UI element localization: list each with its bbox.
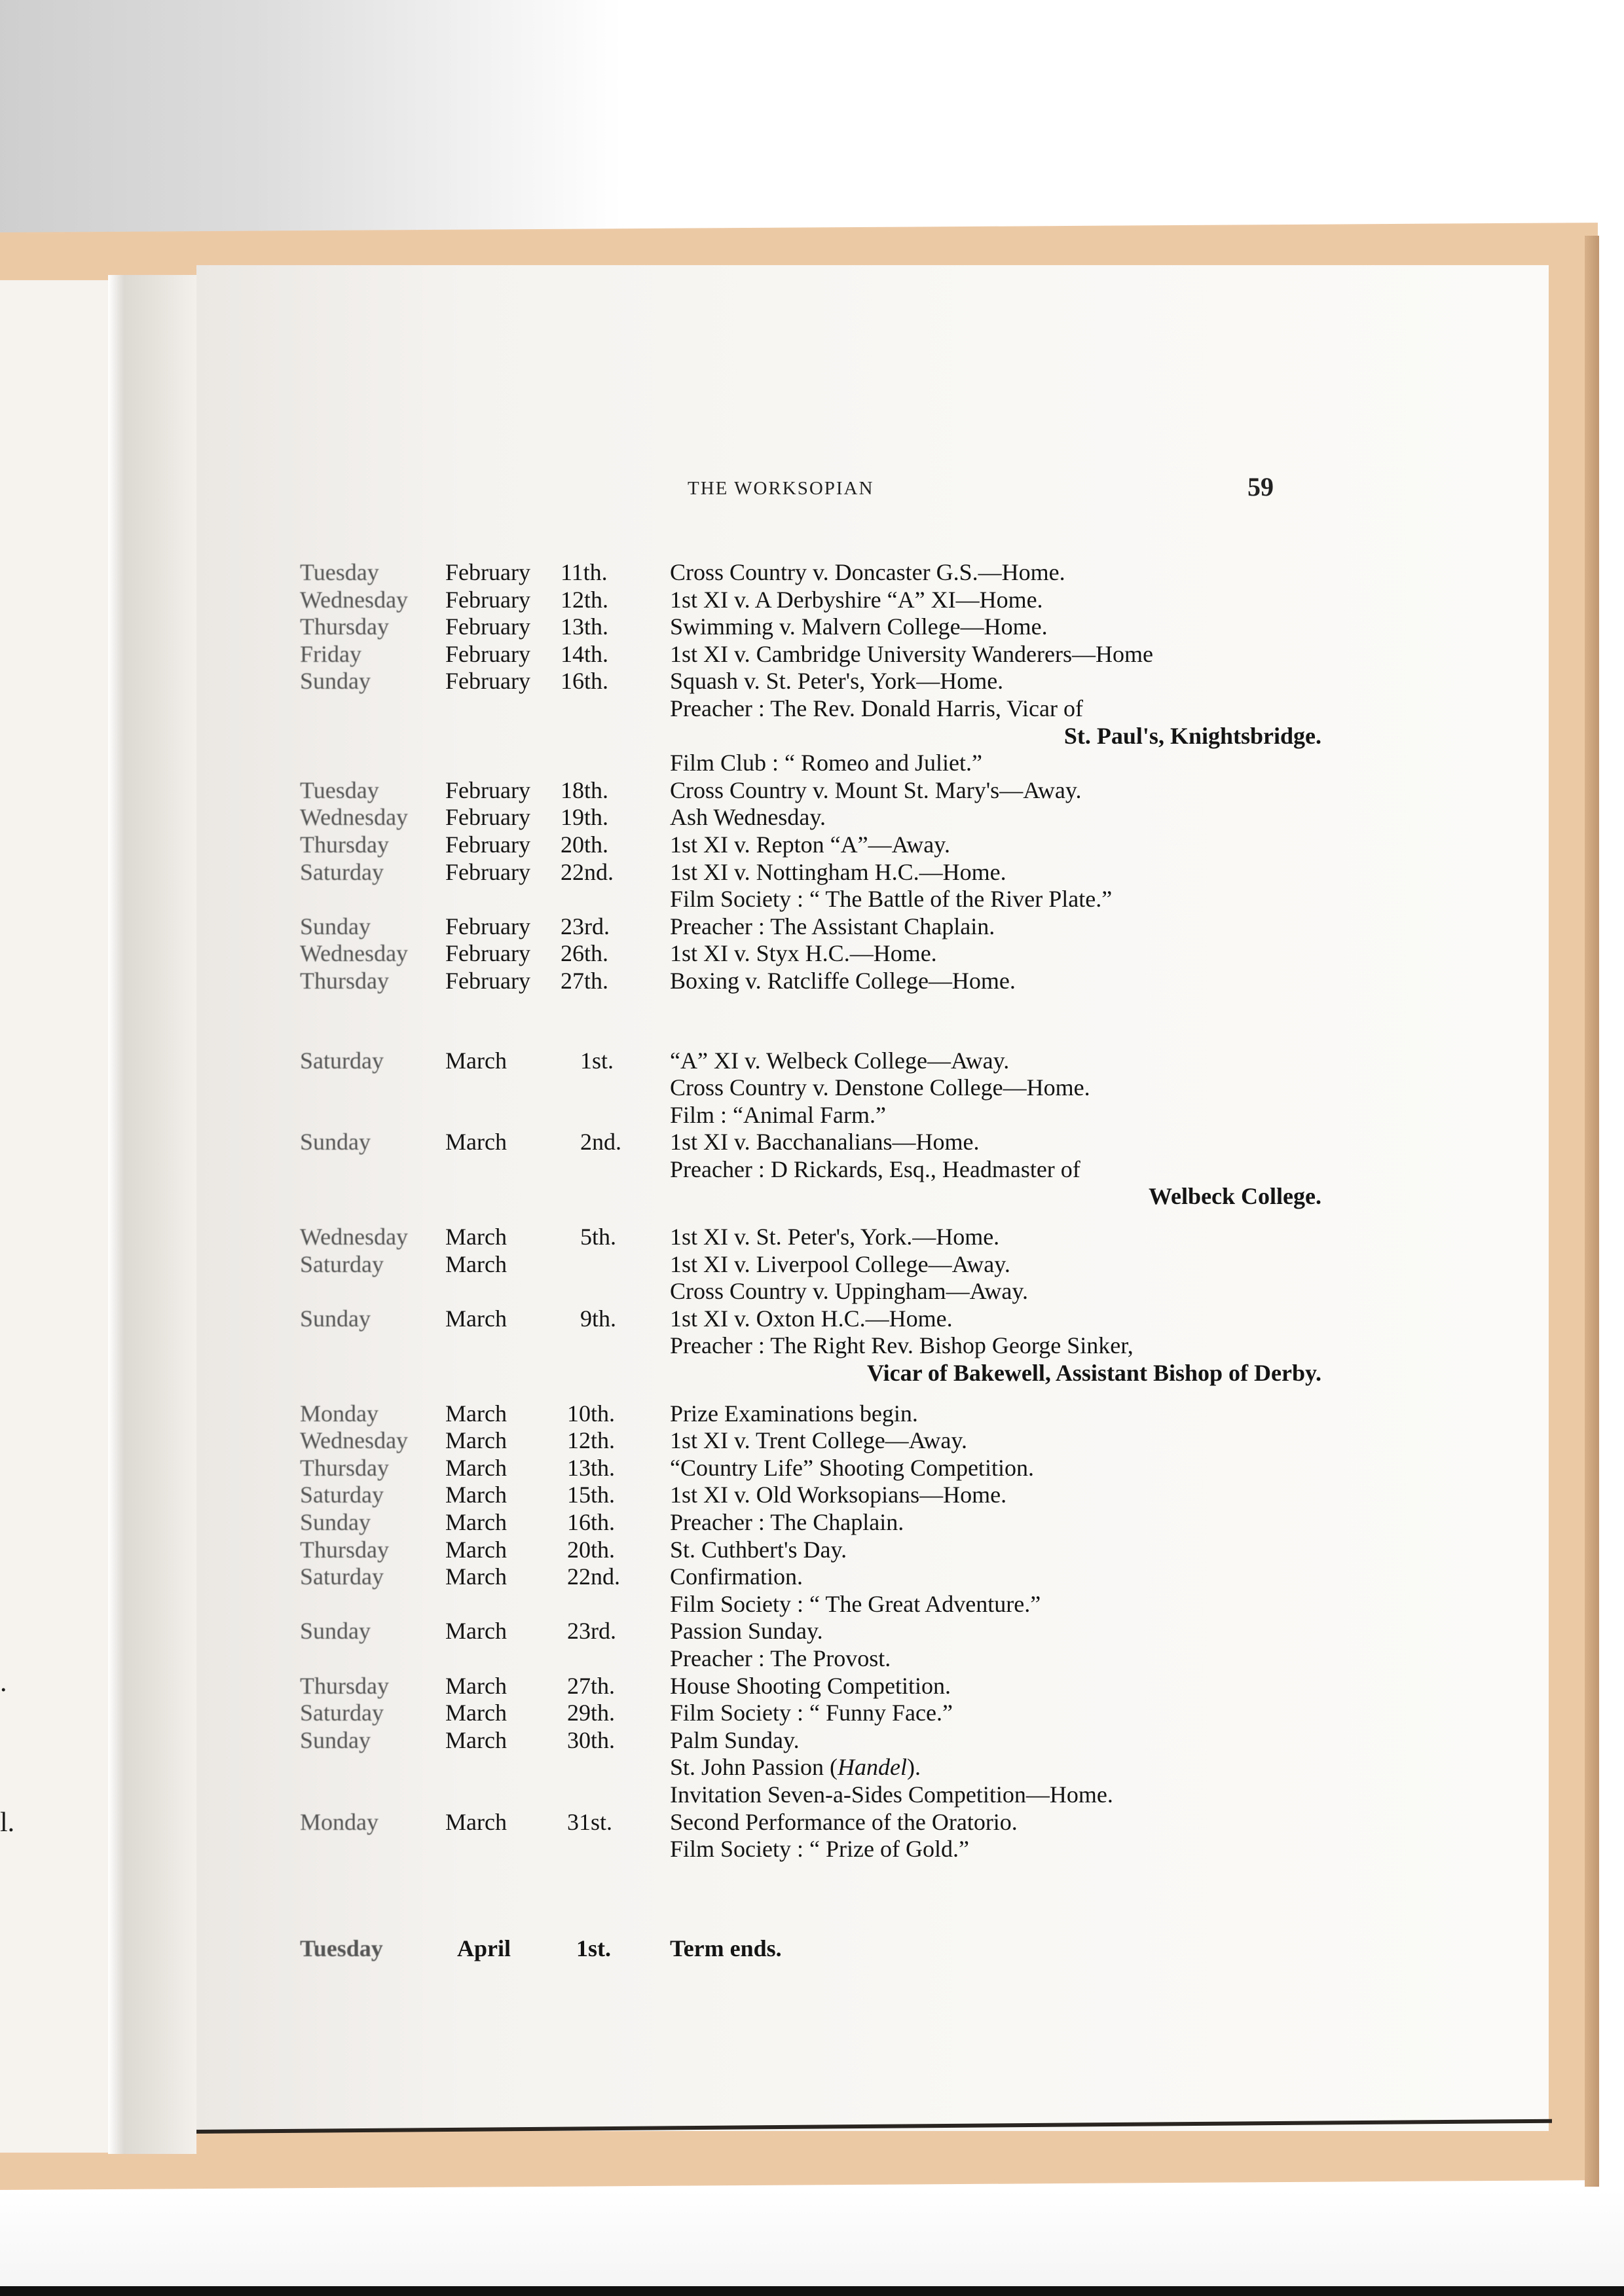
entry-day: Sunday	[300, 913, 371, 939]
entry-event: Passion Sunday.	[670, 1618, 823, 1645]
entry-event: “A” XI v. Welbeck College—Away.	[670, 1047, 1010, 1074]
entry-day: Thursday	[300, 1536, 389, 1563]
entry-date: 11th.	[561, 559, 608, 585]
entry-event: Cross Country v. Mount St. Mary's—Away.	[670, 776, 1082, 803]
entry-event: 1st XI v. Old Worksopians—Home.	[670, 1482, 1007, 1508]
entry-continuation	[300, 1754, 1321, 1781]
entry-day: Sunday	[300, 1305, 371, 1332]
entry-day: Friday	[300, 640, 361, 667]
entry-date: 13th.	[567, 1454, 616, 1481]
entry-event: Welbeck College.	[1149, 1183, 1321, 1210]
entry-month: March	[445, 1427, 507, 1454]
schedule-entry	[300, 668, 1321, 695]
entry-continuation	[300, 1102, 1321, 1129]
entry-event: 1st XI v. Styx H.C.—Home.	[670, 940, 937, 967]
entry-date: 20th.	[561, 831, 609, 858]
entry-day: Wednesday	[300, 586, 409, 613]
entry-date: 13th.	[561, 613, 609, 640]
schedule-entry	[300, 1427, 1321, 1455]
entry-continuation	[300, 1645, 1321, 1673]
entry-month: February	[445, 804, 530, 831]
entry-date: 30th.	[567, 1726, 616, 1753]
entry-date: 23rd.	[567, 1618, 616, 1645]
entry-continuation	[300, 750, 1321, 777]
entry-event: Invitation Seven-a-Sides Competition—Home.	[670, 1781, 1113, 1808]
entry-event: St. Cuthbert's Day.	[670, 1536, 847, 1563]
entry-event: 1st XI v. Nottingham H.C.—Home.	[670, 858, 1006, 885]
entry-date: 23rd.	[561, 913, 610, 939]
entry-month: March	[445, 1618, 507, 1645]
event-text: ).	[907, 1754, 921, 1781]
entry-date: 31st.	[567, 1808, 613, 1835]
schedule-entry	[300, 1305, 1321, 1333]
entry-day: Saturday	[300, 1482, 384, 1508]
entry-date: 19th.	[561, 804, 609, 831]
entry-month: February	[445, 831, 530, 858]
entry-day: Tuesday	[300, 776, 379, 803]
page-number: 59	[1247, 472, 1274, 501]
entry-event: Preacher : The Provost.	[670, 1645, 891, 1671]
entry-month: February	[445, 640, 530, 667]
schedule-entry	[300, 968, 1321, 995]
entry-month: March	[445, 1482, 507, 1508]
entry-day: Sunday	[300, 1726, 371, 1753]
entry-event: Swimming v. Malvern College—Home.	[670, 613, 1048, 640]
entry-date: 22nd.	[567, 1563, 620, 1590]
schedule-entry	[300, 940, 1321, 968]
entry-month: March	[445, 1672, 507, 1699]
entry-month: March	[445, 1250, 507, 1277]
entry-event: Film Society : “ The Battle of the River Plate.”	[670, 886, 1113, 913]
entry-event: Preacher : D Rickards, Esq., Headmaster of	[670, 1156, 1080, 1182]
schedule-entry	[300, 1048, 1321, 1075]
entry-date: 29th.	[567, 1700, 616, 1726]
entry-continuation	[300, 1591, 1321, 1618]
entry-date: 2nd.	[580, 1129, 621, 1156]
schedule-entry	[300, 1251, 1321, 1279]
facing-page-mark: .	[0, 1667, 7, 1698]
schedule-entry	[300, 1400, 1321, 1428]
schedule-entry	[300, 1129, 1321, 1156]
entry-continuation	[300, 695, 1321, 723]
schedule-entry	[300, 1673, 1321, 1700]
entry-day: Wednesday	[300, 804, 409, 831]
entry-day: Saturday	[300, 1047, 384, 1074]
entry-day: Thursday	[300, 613, 389, 640]
entry-month: February	[445, 858, 530, 885]
schedule-entry	[300, 1563, 1321, 1591]
scanner-bed	[0, 2190, 1624, 2296]
entry-day: Wednesday	[300, 1427, 409, 1454]
entry-day: Wednesday	[300, 1224, 409, 1250]
schedule-entry	[300, 859, 1321, 886]
calendar-schedule	[300, 559, 1321, 1962]
cover-edge	[1585, 236, 1599, 2187]
scan-border	[0, 2286, 1624, 2296]
schedule-entry	[300, 1618, 1321, 1645]
entry-event: Film Club : “ Romeo and Juliet.”	[670, 750, 982, 776]
entry-event: Confirmation.	[670, 1563, 803, 1590]
entry-month: April	[457, 1935, 511, 1961]
entry-date: 5th.	[580, 1224, 617, 1250]
entry-event: 1st XI v. A Derbyshire “A” XI—Home.	[670, 586, 1043, 613]
entry-day: Saturday	[300, 1563, 384, 1590]
entry-event: Palm Sunday.	[670, 1726, 800, 1753]
entry-date: 16th.	[561, 668, 609, 695]
entry-day: Wednesday	[300, 940, 409, 967]
schedule-entry	[300, 804, 1321, 831]
entry-month: March	[445, 1808, 507, 1835]
entry-month: March	[445, 1726, 507, 1753]
entry-date: 14th.	[561, 640, 609, 667]
entry-day: Saturday	[300, 1700, 384, 1726]
entry-event: House Shooting Competition.	[670, 1672, 951, 1699]
entry-date: 12th.	[561, 586, 609, 613]
entry-day: Tuesday	[300, 559, 379, 585]
entry-event: 1st XI v. Liverpool College—Away.	[670, 1250, 1010, 1277]
schedule-entry	[300, 1482, 1321, 1509]
entry-event: 1st XI v. St. Peter's, York.—Home.	[670, 1224, 1000, 1250]
facing-page	[0, 280, 108, 2153]
entry-continuation	[300, 1074, 1321, 1102]
entry-month: February	[445, 940, 530, 967]
entry-month: February	[445, 913, 530, 939]
schedule-entry	[300, 587, 1321, 614]
schedule-entry	[300, 777, 1321, 805]
entry-event: Squash v. St. Peter's, York—Home.	[670, 668, 1004, 695]
schedule-entry	[300, 559, 1321, 587]
entry-event: 1st XI v. Cambridge University Wanderers—Home	[670, 640, 1153, 667]
section-gap	[300, 1863, 1321, 1935]
composer-name: Handel	[838, 1754, 908, 1781]
entry-month: February	[445, 559, 530, 585]
entry-day: Monday	[300, 1808, 378, 1835]
entry-day: Monday	[300, 1400, 378, 1427]
entry-day: Sunday	[300, 1618, 371, 1645]
entry-date: 18th.	[561, 776, 609, 803]
entry-continuation	[300, 886, 1321, 913]
entry-event: Cross Country v. Doncaster G.S.—Home.	[670, 559, 1065, 585]
entry-date: 1st.	[576, 1935, 611, 1961]
entry-month: February	[445, 668, 530, 695]
entry-month: February	[445, 776, 530, 803]
entry-month: March	[445, 1454, 507, 1481]
entry-day: Saturday	[300, 1250, 384, 1277]
entry-month: February	[445, 613, 530, 640]
entry-month: March	[445, 1129, 507, 1156]
entry-continuation	[300, 723, 1321, 750]
section-gap	[300, 1387, 1321, 1400]
entry-event	[670, 1754, 921, 1781]
entry-date: 27th.	[567, 1672, 616, 1699]
schedule-entry	[300, 1727, 1321, 1755]
entry-event: Cross Country v. Denstone College—Home.	[670, 1074, 1090, 1101]
book-gutter	[108, 275, 196, 2154]
entry-month: March	[445, 1536, 507, 1563]
schedule-entry	[300, 613, 1321, 641]
schedule-entry	[300, 1809, 1321, 1836]
entry-month: February	[445, 967, 530, 994]
event-text: St. John Passion (	[670, 1754, 838, 1781]
entry-event: Preacher : The Right Rev. Bishop George Sinker,	[670, 1332, 1134, 1359]
entry-event: Cross Country v. Uppingham—Away.	[670, 1278, 1028, 1305]
entry-date: 22nd.	[561, 858, 614, 885]
entry-event: 1st XI v. Oxton H.C.—Home.	[670, 1305, 953, 1332]
schedule-entry	[300, 641, 1321, 668]
schedule-entry	[300, 1537, 1321, 1564]
entry-event: Ash Wednesday.	[670, 804, 826, 831]
entry-continuation	[300, 1156, 1321, 1184]
entry-day: Thursday	[300, 831, 389, 858]
entry-day: Sunday	[300, 668, 371, 695]
entry-month: February	[445, 586, 530, 613]
schedule-entry	[300, 1224, 1321, 1251]
entry-event: “Country Life” Shooting Competition.	[670, 1454, 1034, 1481]
entry-event: 1st XI v. Trent College—Away.	[670, 1427, 968, 1454]
schedule-entry	[300, 1700, 1321, 1727]
entry-day: Sunday	[300, 1129, 371, 1156]
entry-event: Boxing v. Ratcliffe College—Home.	[670, 967, 1016, 994]
schedule-entry	[300, 831, 1321, 859]
entry-date: 9th.	[580, 1305, 617, 1332]
entry-month: March	[445, 1400, 507, 1427]
running-header: THE WORKSOPIAN	[688, 478, 874, 499]
entry-month: March	[445, 1047, 507, 1074]
schedule-entry	[300, 1455, 1321, 1482]
entry-date: 12th.	[567, 1427, 616, 1454]
entry-event: Preacher : The Assistant Chaplain.	[670, 913, 995, 939]
entry-continuation	[300, 1332, 1321, 1360]
entry-day: Thursday	[300, 1454, 389, 1481]
entry-continuation	[300, 1836, 1321, 1863]
entry-date: 16th.	[567, 1509, 616, 1535]
entry-event: Vicar of Bakewell, Assistant Bishop of Derby.	[866, 1360, 1321, 1387]
schedule-entry	[300, 1509, 1321, 1537]
entry-event: Film Society : “ Funny Face.”	[670, 1700, 953, 1726]
entry-event: 1st XI v. Repton “A”—Away.	[670, 831, 950, 858]
entry-day: Sunday	[300, 1509, 371, 1535]
entry-month: March	[445, 1700, 507, 1726]
entry-month: March	[445, 1305, 507, 1332]
schedule-entry	[300, 1935, 1321, 1963]
entry-event: Preacher : The Chaplain.	[670, 1509, 904, 1535]
entry-date: 15th.	[567, 1482, 616, 1508]
entry-event: 1st XI v. Bacchanalians—Home.	[670, 1129, 980, 1156]
section-gap	[300, 1211, 1321, 1224]
entry-month: March	[445, 1563, 507, 1590]
entry-date: 20th.	[567, 1536, 616, 1563]
entry-day: Tuesday	[300, 1935, 383, 1961]
scanner-shadow	[0, 0, 655, 236]
entry-month: March	[445, 1224, 507, 1250]
entry-event: Second Performance of the Oratorio.	[670, 1808, 1018, 1835]
entry-continuation	[300, 1278, 1321, 1305]
entry-event: Film Society : “ Prize of Gold.”	[670, 1836, 969, 1863]
entry-event: Preacher : The Rev. Donald Harris, Vicar of	[670, 695, 1083, 721]
entry-day: Thursday	[300, 967, 389, 994]
entry-month: March	[445, 1509, 507, 1535]
schedule-entry	[300, 913, 1321, 941]
entry-event: Film : “Animal Farm.”	[670, 1101, 886, 1128]
entry-date: 1st.	[580, 1047, 614, 1074]
entry-event: St. Paul's, Knightsbridge.	[1063, 722, 1321, 749]
section-gap	[300, 995, 1321, 1048]
facing-page-mark: l.	[0, 1808, 15, 1838]
entry-event: Term ends.	[670, 1935, 782, 1961]
entry-day: Saturday	[300, 858, 384, 885]
entry-continuation	[300, 1183, 1321, 1211]
entry-day: Thursday	[300, 1672, 389, 1699]
entry-date: 10th.	[567, 1400, 616, 1427]
entry-event: Film Society : “ The Great Adventure.”	[670, 1590, 1041, 1617]
entry-date: 26th.	[561, 940, 609, 967]
entry-date: 27th.	[561, 967, 609, 994]
entry-event: Prize Examinations begin.	[670, 1400, 918, 1427]
entry-continuation	[300, 1781, 1321, 1809]
entry-continuation	[300, 1360, 1321, 1387]
